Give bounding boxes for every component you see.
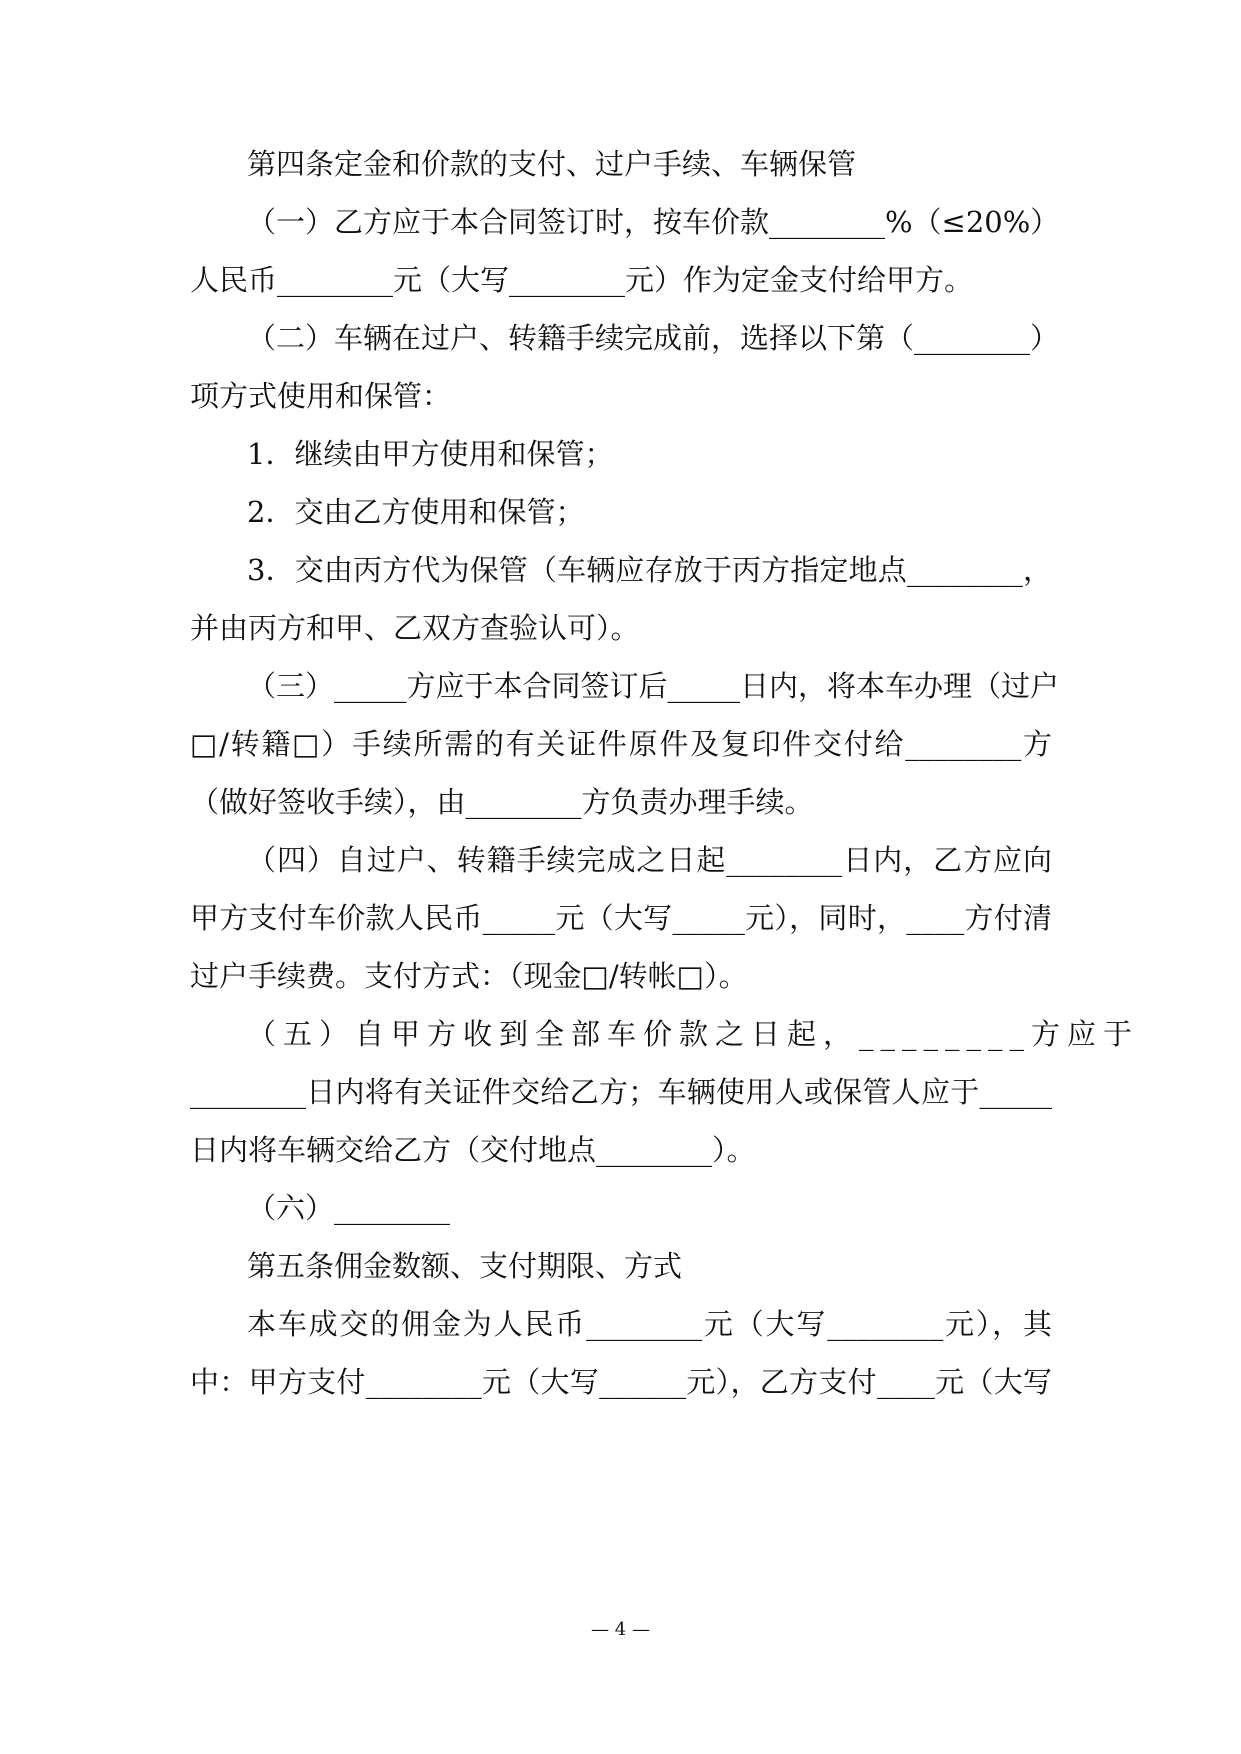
paragraph-line: 本车成交的佣金为人民币________元（大写________元），其 [247, 1307, 1052, 1341]
article-5-heading: 第五条佣金数额、支付期限、方式 [247, 1249, 683, 1283]
list-item: 1．继续由甲方使用和保管； [247, 437, 614, 471]
list-item: 3．交由丙方代为保管（车辆应存放于丙方指定地点________， [247, 553, 1052, 587]
paragraph-line: 日内将车辆交给乙方（交付地点________）。 [190, 1133, 756, 1167]
paragraph-line: （四）自过户、转籍手续完成之日起________日内，乙方应向 [247, 843, 1052, 877]
page-number: — 4 — [591, 1619, 650, 1640]
paragraph-line: 甲方支付车价款人民币_____元（大写_____元），同时，____方付清 [190, 901, 1052, 935]
paragraph-line: 人民币________元（大写________元）作为定金支付给甲方。 [190, 263, 974, 297]
paragraph-line: 中：甲方支付________元（大写______元），乙方支付____元（大写 [190, 1365, 1052, 1399]
paragraph-line: （三）_____方应于本合同签订后_____日内，将本车办理（过户 [247, 669, 1060, 703]
paragraph-line: （二）车辆在过户、转籍手续完成前，选择以下第（________） [247, 321, 1060, 355]
paragraph-line: 项方式使用和保管： [190, 379, 452, 413]
article-4-heading: 第四条定金和价款的支付、过户手续、车辆保管 [247, 147, 857, 181]
paragraph-line: （一）乙方应于本合同签订时，按车价款________%（≤20%） [247, 205, 1060, 239]
list-item: 2．交由乙方使用和保管； [247, 495, 585, 529]
paragraph-line: 并由丙方和甲、乙双方查验认可）。 [190, 611, 640, 645]
paragraph-line: （五）自甲方收到全部车价款之日起，________方应于 [247, 1017, 1140, 1051]
paragraph-line: □/转籍□）手续所需的有关证件原件及复印件交付给________方 [190, 727, 1052, 761]
paragraph-line: （做好签收手续），由________方负责办理手续。 [190, 785, 814, 819]
paragraph-line: （六）________ [247, 1191, 451, 1225]
paragraph-line: 过户手续费。支付方式：（现金□/转帐□）。 [190, 959, 748, 993]
paragraph-line: ________日内将有关证件交给乙方；车辆使用人或保管人应于_____ [190, 1075, 1052, 1109]
